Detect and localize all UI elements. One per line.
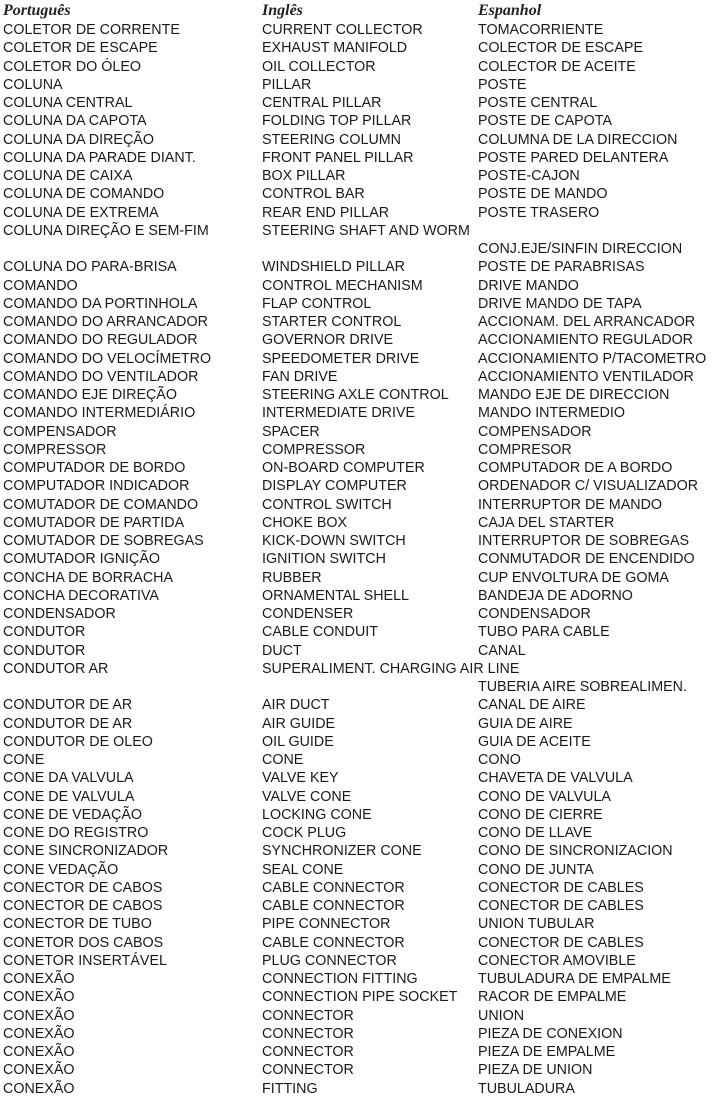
term-portuguese: CONEXÃO [3, 1080, 75, 1097]
term-portuguese: CONEXÃO [3, 989, 75, 1006]
term-portuguese: COLETOR DO ÓLEO [3, 58, 141, 75]
term-portuguese: CONEXÃO [3, 971, 75, 987]
term-english: CURRENT COLLECTOR [262, 22, 423, 38]
glossary-row [0, 313, 717, 331]
term-spanish: ACCIONAMIENTO REGULADOR [478, 332, 694, 349]
term-portuguese: COLUNA DA PARADE DIANT. [3, 149, 196, 166]
term-portuguese: COLUNA DA CAPOTA [3, 113, 147, 130]
term-english: FOLDING TOP PILLAR [262, 113, 412, 130]
term-spanish: POSTE CENTRAL [478, 95, 598, 111]
term-spanish: ACCIONAM. DEL ARRANCADOR [478, 314, 696, 330]
term-spanish: CONDENSADOR [478, 606, 591, 622]
term-spanish: POSTE-CAJON [478, 168, 580, 184]
term-portuguese: CONEXÃO [3, 1062, 75, 1079]
term-portuguese: COLUNA DE CAIXA [3, 168, 133, 184]
glossary-row [0, 660, 717, 678]
term-portuguese: CONDUTOR DE AR [3, 715, 133, 732]
glossary-row [0, 605, 717, 623]
term-spanish: CONO DE CIERRE [478, 806, 603, 823]
term-portuguese: CONDUTOR [3, 624, 86, 641]
term-spanish: TUBULADURA DE EMPALME [478, 971, 671, 987]
term-english: COMPRESSOR [262, 441, 366, 458]
glossary-row [0, 331, 717, 349]
glossary-row [0, 842, 717, 860]
term-english: ORNAMENTAL SHELL [262, 587, 409, 604]
glossary-row [0, 623, 717, 641]
glossary-row [0, 58, 717, 76]
term-english: STEERING COLUMN [262, 131, 402, 148]
term-english: RUBBER [262, 569, 322, 586]
term-spanish: CONO DE VALVULA [478, 788, 611, 805]
term-spanish: COMPUTADOR DE A BORDO [478, 460, 673, 476]
glossary-row [0, 861, 717, 879]
term-portuguese: COLUNA [3, 76, 63, 93]
term-portuguese: COMUTADOR IGNIÇÃO [3, 551, 161, 568]
term-english: CONE [262, 752, 304, 768]
glossary-row [0, 185, 717, 203]
term-spanish: GUIA DE AIRE [478, 715, 573, 732]
glossary-row [0, 1043, 717, 1061]
term-spanish: PIEZA DE EMPALME [478, 1044, 616, 1060]
term-spanish: BANDEJA DE ADORNO [478, 587, 633, 604]
header-portuguese: Português [3, 2, 71, 19]
glossary-row [0, 532, 717, 550]
term-english: CENTRAL PILLAR [262, 95, 382, 111]
term-spanish: INTERRUPTOR DE SOBREGAS [478, 533, 690, 549]
term-portuguese: CONE DE VALVULA [3, 788, 135, 805]
term-english: SPEEDOMETER DRIVE [262, 350, 420, 367]
term-english: CONDENSER [262, 606, 354, 622]
term-english: REAR END PILLAR [262, 204, 390, 221]
term-english: SUPERALIMENT. CHARGING AIR LINE [262, 660, 520, 677]
glossary-row [0, 824, 717, 842]
term-portuguese: COMANDO EJE DIREÇÃO [3, 387, 177, 403]
term-spanish: ACCIONAMIENTO P/TACOMETRO [478, 350, 707, 367]
term-spanish: CONECTOR DE CABLES [478, 934, 644, 951]
term-portuguese: CONE [3, 752, 45, 768]
glossary-row [0, 368, 717, 386]
glossary-row [0, 879, 717, 897]
term-english: STEERING AXLE CONTROL [262, 387, 449, 403]
term-portuguese: CONDUTOR AR [3, 660, 109, 677]
glossary-row [0, 550, 717, 568]
term-portuguese: CONDUTOR [3, 642, 86, 659]
term-portuguese: COMANDO DO REGULADOR [3, 332, 198, 349]
term-portuguese: COMANDO DO ARRANCADOR [3, 314, 208, 330]
term-spanish: RACOR DE EMPALME [478, 989, 627, 1006]
term-spanish: UNION [478, 1007, 525, 1024]
term-english: STEERING SHAFT AND WORM [262, 222, 470, 239]
term-portuguese: COMANDO DO VELOCÍMETRO [3, 350, 212, 367]
glossary-row [0, 642, 717, 660]
term-portuguese: COLUNA DO PARA-BRISA [3, 259, 177, 276]
term-portuguese: CONE DA VALVULA [3, 770, 134, 787]
glossary-rows [0, 21, 717, 1098]
term-portuguese: CONETOR INSERTÁVEL [3, 952, 167, 969]
term-english: VALVE KEY [262, 770, 339, 787]
term-english: CABLE CONNECTOR [262, 898, 405, 914]
term-spanish: UNION TUBULAR [478, 916, 595, 933]
term-spanish: CANAL DE AIRE [478, 697, 586, 714]
term-spanish: COMPENSADOR [478, 423, 592, 440]
term-portuguese: CONETOR DOS CABOS [3, 934, 164, 951]
term-spanish: MANDO EJE DE DIRECCION [478, 387, 670, 403]
term-english: SPACER [262, 423, 320, 440]
term-spanish: PIEZA DE CONEXION [478, 1025, 623, 1042]
term-portuguese: COMUTADOR DE SOBREGAS [3, 533, 204, 549]
term-portuguese: COMANDO DO VENTILADOR [3, 368, 199, 385]
term-portuguese: COLUNA DE COMANDO [3, 186, 165, 203]
glossary-row [0, 751, 717, 769]
glossary-row [0, 459, 717, 477]
term-spanish: COLECTOR DE ESCAPE [478, 40, 643, 57]
term-english: LOCKING CONE [262, 806, 372, 823]
term-portuguese: CONE DO REGISTRO [3, 825, 149, 841]
term-english: CONNECTION FITTING [262, 971, 418, 987]
term-spanish: CONMUTADOR DE ENCENDIDO [478, 551, 695, 568]
term-english: CONTROL MECHANISM [262, 277, 423, 294]
term-english: GOVERNOR DRIVE [262, 332, 394, 349]
glossary-row [0, 167, 717, 185]
term-english: WINDSHIELD PILLAR [262, 259, 406, 276]
term-english: CONNECTION PIPE SOCKET [262, 989, 458, 1006]
term-spanish: TOMACORRIENTE [478, 22, 604, 38]
term-portuguese: CONE VEDAÇÃO [3, 861, 119, 878]
term-portuguese: CONDENSADOR [3, 606, 116, 622]
term-portuguese: CONEXÃO [3, 1025, 75, 1042]
glossary-row [0, 970, 717, 988]
glossary-row [0, 806, 717, 824]
glossary-row [0, 258, 717, 276]
glossary-row [0, 1025, 717, 1043]
term-english: EXHAUST MANIFOLD [262, 40, 408, 57]
term-portuguese: COLETOR DE CORRENTE [3, 22, 180, 38]
term-portuguese: COLUNA DIREÇÃO E SEM-FIM [3, 222, 209, 239]
term-spanish: PIEZA DE UNION [478, 1062, 593, 1079]
term-english: PILLAR [262, 76, 312, 93]
term-english: IGNITION SWITCH [262, 551, 386, 568]
glossary-row [0, 94, 717, 112]
term-spanish: DRIVE MANDO [478, 277, 579, 294]
term-spanish: CONECTOR DE CABLES [478, 879, 644, 896]
term-portuguese: CONE SINCRONIZADOR [3, 843, 169, 860]
term-english: CABLE CONNECTOR [262, 879, 405, 896]
term-spanish: COMPRESOR [478, 441, 572, 458]
glossary-row [0, 988, 717, 1006]
term-english: CONNECTOR [262, 1062, 354, 1079]
glossary-row [0, 934, 717, 952]
glossary-row [0, 587, 717, 605]
term-portuguese: CONECTOR DE CABOS [3, 898, 163, 914]
glossary-row [0, 569, 717, 587]
term-english: ON-BOARD COMPUTER [262, 460, 425, 476]
term-spanish: CANAL [478, 642, 526, 659]
term-english: CONTROL SWITCH [262, 496, 392, 513]
glossary-row [0, 76, 717, 94]
term-portuguese: CONDUTOR DE AR [3, 697, 133, 714]
glossary-row [0, 769, 717, 787]
term-spanish: CAJA DEL STARTER [478, 514, 615, 531]
glossary-row [0, 386, 717, 404]
glossary-row [0, 1061, 717, 1079]
term-portuguese: COMANDO DA PORTINHOLA [3, 295, 198, 312]
term-spanish: CONECTOR AMOVIBLE [478, 952, 636, 969]
term-english: KICK-DOWN SWITCH [262, 533, 406, 549]
term-english: SYNCHRONIZER CONE [262, 843, 422, 860]
glossary-row [0, 240, 717, 258]
term-portuguese: COMPRESSOR [3, 441, 107, 458]
term-spanish: INTERRUPTOR DE MANDO [478, 496, 663, 513]
term-spanish: CONJ.EJE/SINFIN DIRECCION [478, 241, 683, 257]
term-spanish: CONO [478, 752, 521, 768]
term-portuguese: CONE DE VEDAÇÃO [3, 806, 143, 823]
term-portuguese: COLETOR DE ESCAPE [3, 40, 158, 57]
glossary-row [0, 733, 717, 751]
term-spanish: TUBERIA AIRE SOBREALIMEN. [478, 679, 687, 695]
glossary-row [0, 952, 717, 970]
glossary-row [0, 788, 717, 806]
term-english: PIPE CONNECTOR [262, 916, 391, 933]
term-english: FITTING [262, 1080, 318, 1097]
term-portuguese: COMPUTADOR INDICADOR [3, 478, 190, 495]
header-english: Inglês [262, 2, 303, 19]
term-english: FLAP CONTROL [262, 295, 372, 312]
term-english: PLUG CONNECTOR [262, 952, 397, 969]
term-english: BOX PILLAR [262, 168, 346, 184]
term-english: AIR GUIDE [262, 715, 336, 732]
term-spanish: CONO DE LLAVE [478, 825, 593, 841]
term-portuguese: CONECTOR DE CABOS [3, 879, 163, 896]
glossary-row [0, 1080, 717, 1098]
term-portuguese: COMUTADOR DE PARTIDA [3, 514, 185, 531]
term-spanish: CONO DE SINCRONIZACION [478, 843, 673, 860]
term-spanish: CUP ENVOLTURA DE GOMA [478, 569, 669, 586]
term-spanish: POSTE DE MANDO [478, 186, 608, 203]
glossary-row [0, 277, 717, 295]
glossary-row [0, 496, 717, 514]
term-spanish: COLECTOR DE ACEITE [478, 58, 636, 75]
glossary-row [0, 222, 717, 240]
term-english: STARTER CONTROL [262, 314, 402, 330]
glossary-row [0, 715, 717, 733]
header-spanish: Espanhol [478, 2, 542, 19]
term-english: CONNECTOR [262, 1025, 354, 1042]
term-spanish: CONECTOR DE CABLES [478, 898, 644, 914]
term-english: CONTROL BAR [262, 186, 365, 203]
term-portuguese: COMPUTADOR DE BORDO [3, 460, 186, 476]
glossary-row [0, 149, 717, 167]
glossary-row [0, 21, 717, 39]
glossary-row [0, 915, 717, 933]
term-portuguese: CONCHA DECORATIVA [3, 587, 159, 604]
glossary-row [0, 1007, 717, 1025]
term-spanish: ORDENADOR C/ VISUALIZADOR [478, 478, 699, 495]
glossary-row [0, 423, 717, 441]
term-english: CABLE CONNECTOR [262, 934, 405, 951]
term-spanish: DRIVE MANDO DE TAPA [478, 295, 642, 312]
glossary-row [0, 897, 717, 915]
term-portuguese: CONECTOR DE TUBO [3, 916, 152, 933]
glossary-row [0, 477, 717, 495]
term-spanish: GUIA DE ACEITE [478, 733, 591, 750]
term-english: OIL GUIDE [262, 733, 334, 750]
term-spanish: ACCIONAMIENTO VENTILADOR [478, 368, 694, 385]
term-english: AIR DUCT [262, 697, 330, 714]
term-portuguese: CONDUTOR DE OLEO [3, 733, 153, 750]
glossary-row [0, 678, 717, 696]
glossary-row [0, 514, 717, 532]
term-english: DISPLAY COMPUTER [262, 478, 407, 495]
term-english: CHOKE BOX [262, 514, 348, 531]
glossary-row [0, 204, 717, 222]
term-spanish: POSTE PARED DELANTERA [478, 149, 669, 166]
term-portuguese: COMANDO [3, 277, 78, 294]
term-spanish: TUBULADURA [478, 1080, 575, 1097]
glossary-row [0, 112, 717, 130]
term-portuguese: COLUNA DE EXTREMA [3, 204, 159, 221]
term-portuguese: CONEXÃO [3, 1044, 75, 1060]
term-english: SEAL CONE [262, 861, 344, 878]
term-spanish: MANDO INTERMEDIO [478, 405, 625, 422]
glossary-row [0, 696, 717, 714]
term-spanish: COLUMNA DE LA DIRECCION [478, 131, 678, 148]
term-portuguese: CONEXÃO [3, 1007, 75, 1024]
term-spanish: TUBO PARA CABLE [478, 624, 610, 641]
term-english: VALVE CONE [262, 788, 352, 805]
term-english: CONNECTOR [262, 1007, 354, 1024]
term-portuguese: COLUNA DA DIREÇÃO [3, 131, 154, 148]
term-spanish: CHAVETA DE VALVULA [478, 770, 633, 787]
term-portuguese: COMANDO INTERMEDIÁRIO [3, 405, 196, 422]
term-english: FAN DRIVE [262, 368, 338, 385]
term-spanish: POSTE DE PARABRISAS [478, 259, 645, 276]
term-english: DUCT [262, 642, 302, 659]
term-portuguese: CONCHA DE BORRACHA [3, 569, 173, 586]
glossary-row [0, 350, 717, 368]
term-spanish: POSTE DE CAPOTA [478, 113, 612, 130]
term-english: CONNECTOR [262, 1044, 354, 1060]
glossary-row [0, 39, 717, 57]
term-english: INTERMEDIATE DRIVE [262, 405, 416, 422]
glossary-row [0, 404, 717, 422]
term-spanish: CONO DE JUNTA [478, 861, 594, 878]
term-english: CABLE CONDUIT [262, 624, 378, 641]
term-english: OIL COLLECTOR [262, 58, 376, 75]
term-portuguese: COMUTADOR DE COMANDO [3, 496, 199, 513]
term-portuguese: COMPENSADOR [3, 423, 117, 440]
glossary-row [0, 131, 717, 149]
glossary-row [0, 441, 717, 459]
term-english: FRONT PANEL PILLAR [262, 149, 414, 166]
term-portuguese: COLUNA CENTRAL [3, 95, 133, 111]
term-english: COCK PLUG [262, 825, 347, 841]
glossary-row [0, 295, 717, 313]
term-spanish: POSTE [478, 76, 527, 93]
term-spanish: POSTE TRASERO [478, 204, 600, 221]
